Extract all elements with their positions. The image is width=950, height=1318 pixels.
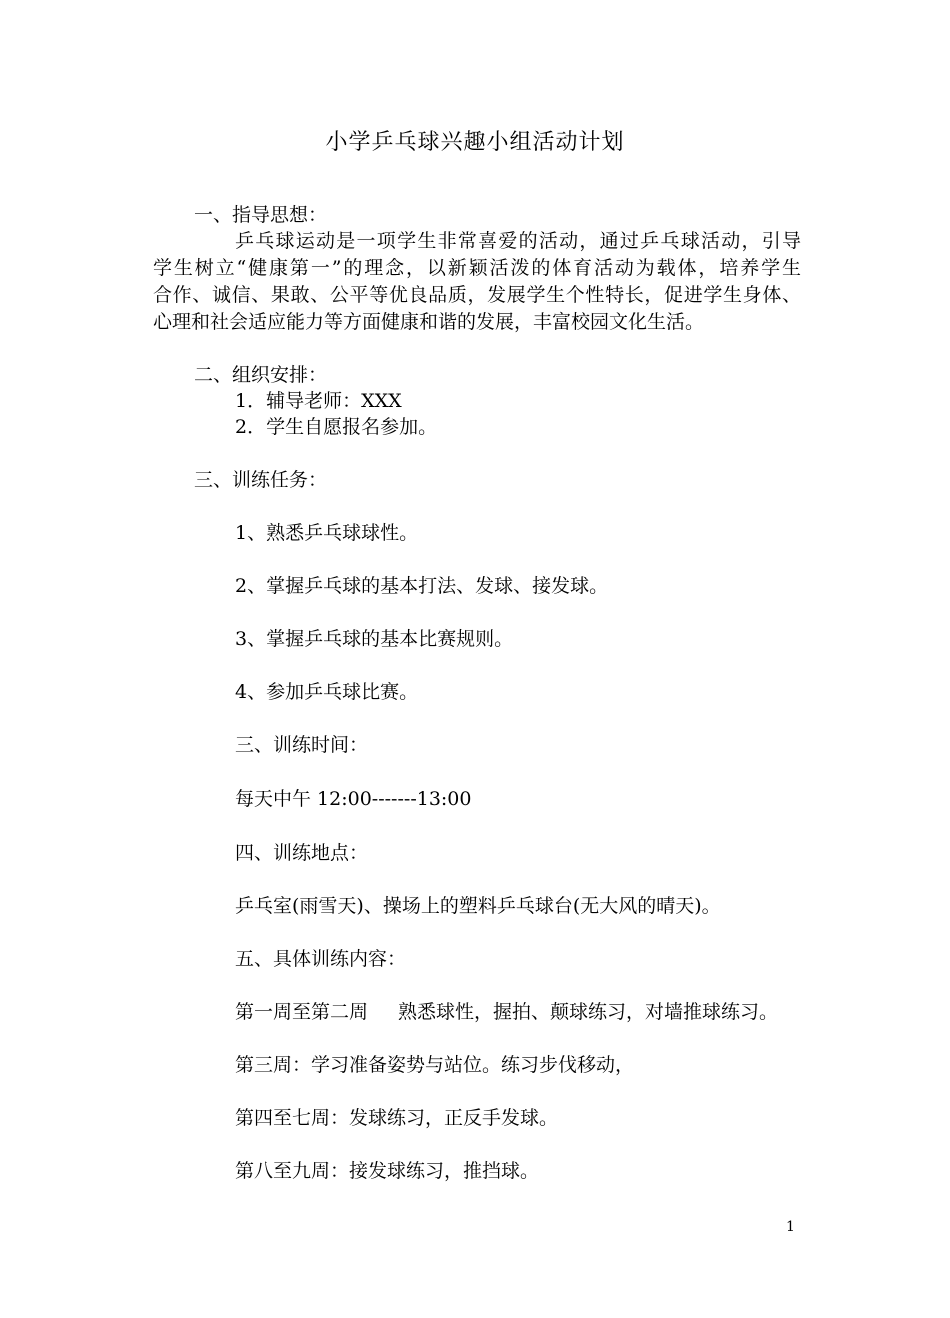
task-item-1: 1、熟悉乒乓球球性。: [235, 522, 419, 544]
task-item-2: 2、掌握乒乓球的基本打法、发球、接发球。: [235, 575, 609, 597]
section-heading-content: 五、具体训练内容：: [235, 948, 407, 970]
guiding-paragraph-line-3: 合作、诚信、果敢、公平等优良品质，发展学生个性特长，促进学生身体、: [153, 284, 801, 306]
content-week-3: 第三周：学习准备姿势与站位。练习步伐移动，: [235, 1054, 635, 1076]
guiding-paragraph-line-2: 学生树立“健康第一”的理念，以新颖活泼的体育活动为载体，培养学生: [153, 257, 801, 279]
training-time-value: 每天中午 12:00-------13:00: [235, 788, 472, 810]
content-week-8-9: 第八至九周：接发球练习，推挡球。: [235, 1160, 540, 1182]
page-number: 1: [786, 1219, 795, 1235]
guiding-paragraph-line-4: 心理和社会适应能力等方面健康和谐的发展，丰富校园文化生活。: [153, 311, 705, 333]
content-week-1-2-text: 熟悉球性，握拍、颠球练习，对墙推球练习。: [398, 1001, 779, 1023]
section-heading-organization: 二、组织安排：: [194, 364, 328, 386]
training-location-value: 乒乓室(雨雪天)、操场上的塑料乒乓球台(无大风的晴天)。: [235, 895, 721, 917]
task-item-4: 4、参加乒乓球比赛。: [235, 681, 419, 703]
organization-item-1: 1．辅导老师：XXX: [235, 390, 402, 412]
section-heading-tasks: 三、训练任务：: [194, 469, 328, 491]
guiding-paragraph-line-1: 乒乓球运动是一项学生非常喜爱的活动，通过乒乓球活动，引导: [235, 230, 801, 252]
content-week-1-2-label: 第一周至第二周: [235, 1001, 369, 1023]
task-item-3: 3、掌握乒乓球的基本比赛规则。: [235, 628, 514, 650]
content-week-1-2: [235, 999, 778, 1025]
section-heading-time: 三、训练时间：: [235, 734, 369, 756]
section-heading-location: 四、训练地点：: [235, 842, 369, 864]
content-week-4-7: 第四至七周：发球练习，正反手发球。: [235, 1107, 559, 1129]
organization-item-2: 2．学生自愿报名参加。: [235, 416, 438, 438]
section-heading-guiding: 一、指导思想：: [194, 204, 328, 226]
document-title: 小学乒乓球兴趣小组活动计划: [325, 130, 625, 155]
